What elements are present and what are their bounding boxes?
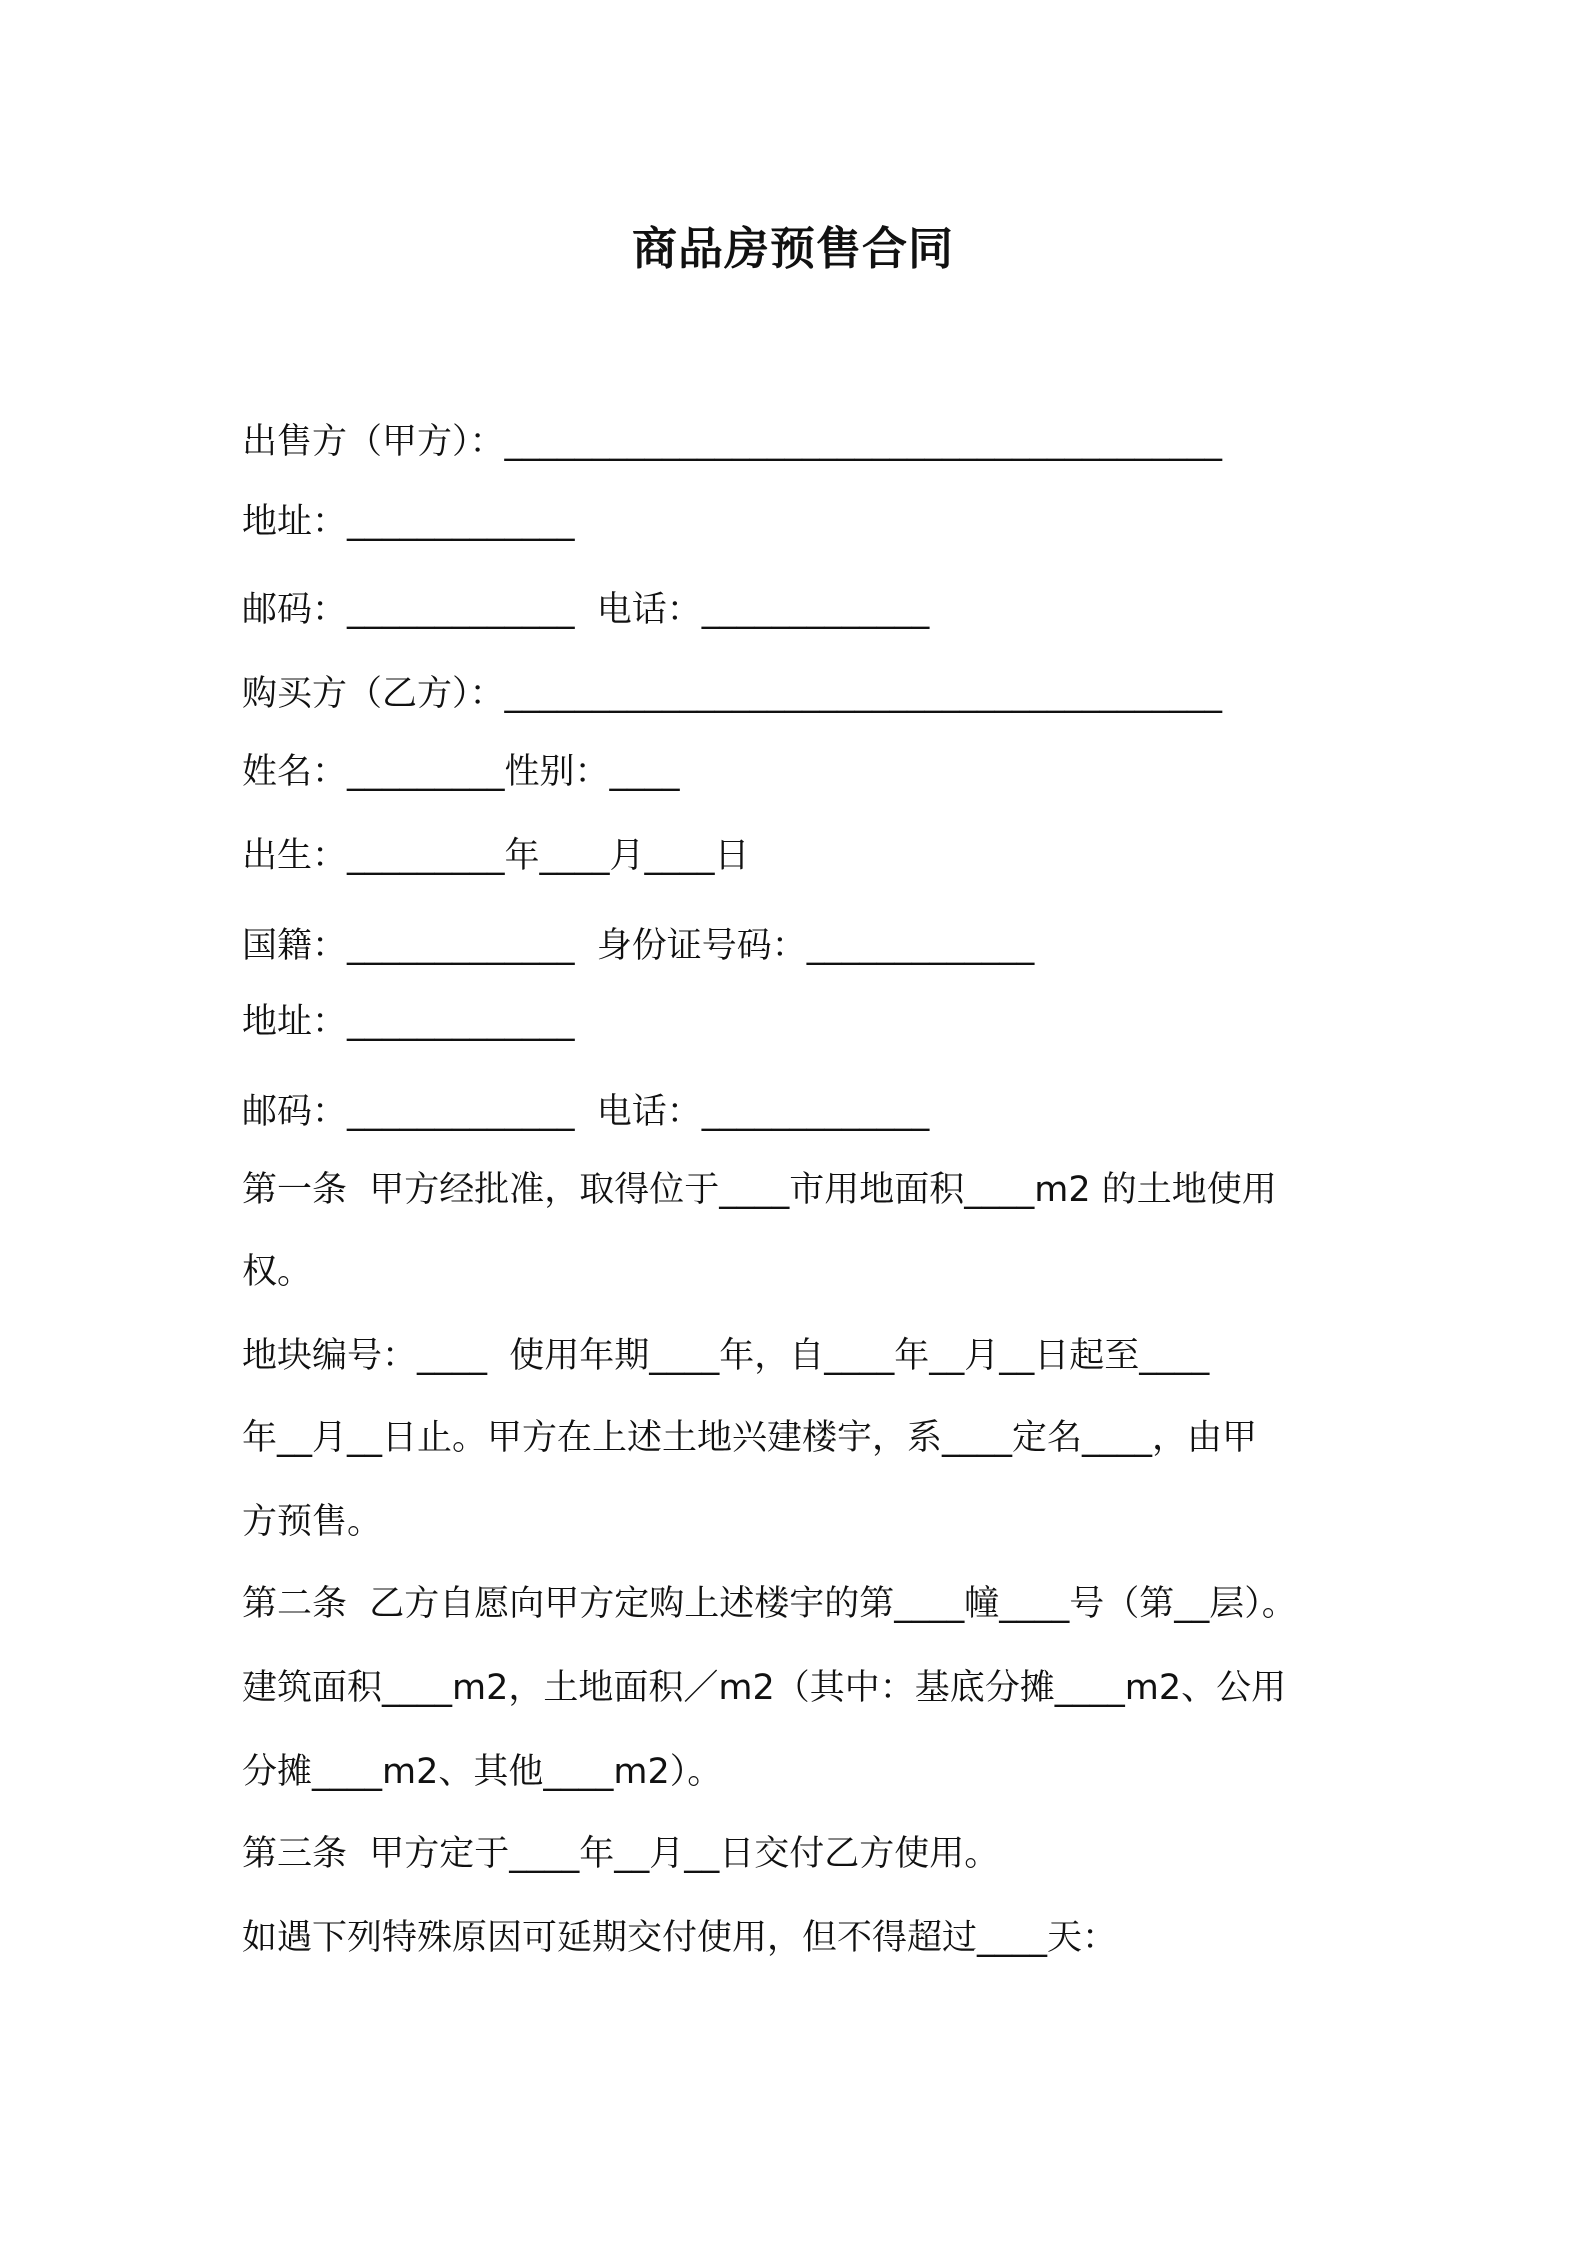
seller-line: 出售方（甲方）：_________________________________________ (242, 422, 1223, 462)
article-3-line-2: 如遇下列特殊原因可延期交付使用，但不得超过____天： (242, 1918, 1118, 1958)
article-2-line-2: 建筑面积____m2，土地面积／m2（其中：基底分摊____m2、公用 (242, 1668, 1287, 1708)
article-2-line-1: 第二条 乙方自愿向甲方定购上述楼宇的第____幢____号（第__层）。 (242, 1584, 1297, 1624)
buyer-name-gender-line: 姓名：_________性别：____ (242, 752, 680, 792)
article-3-line-1: 第三条 甲方定于____年__月__日交付乙方使用。 (242, 1834, 1000, 1874)
plot-line-3: 方预售。 (242, 1502, 383, 1542)
plot-line-2: 年__月__日止。甲方在上述土地兴建楼宇，系____定名____，由甲 (242, 1418, 1258, 1458)
article-1-line-2: 权。 (242, 1252, 313, 1292)
buyer-nationality-id-line: 国籍：_____________ 身份证号码：_____________ (242, 926, 1035, 966)
buyer-birth-line: 出生：_________年____月____日 (242, 836, 750, 876)
plot-line-1: 地块编号：____ 使用年期____年，自____年__月__日起至____ (242, 1336, 1210, 1376)
buyer-address-line: 地址：_____________ (242, 1002, 575, 1042)
document-title: 商品房预售合同 (631, 222, 954, 275)
seller-postcode-phone-line: 邮码：_____________ 电话：_____________ (242, 590, 930, 630)
article-1-line-1: 第一条 甲方经批准，取得位于____市用地面积____m2 的土地使用 (242, 1170, 1277, 1210)
buyer-line: 购买方（乙方）：_________________________________________ (242, 674, 1223, 714)
article-2-line-3: 分摊____m2、其他____m2）。 (242, 1752, 723, 1792)
buyer-postcode-phone-line: 邮码：_____________ 电话：_____________ (242, 1092, 930, 1132)
seller-address-line: 地址：_____________ (242, 502, 575, 542)
